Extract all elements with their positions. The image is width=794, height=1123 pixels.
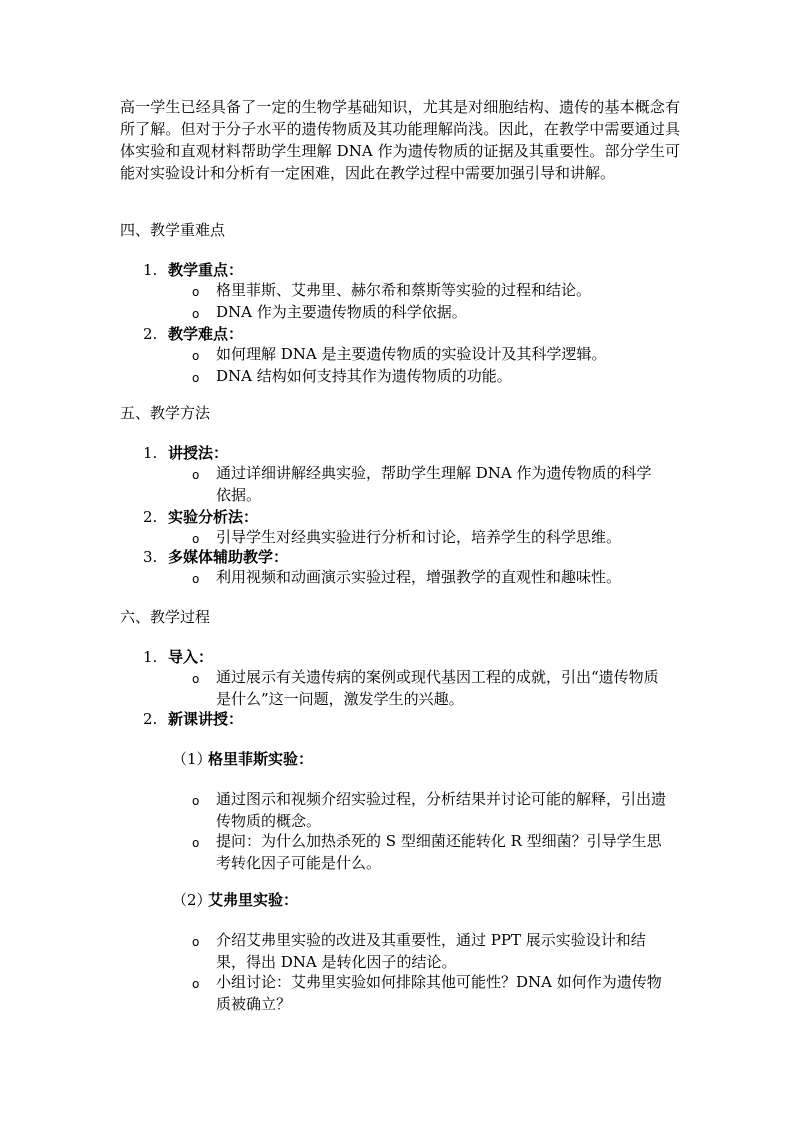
list-label: 讲授法： xyxy=(168,444,229,462)
circle-bullet-icon: o xyxy=(192,371,200,385)
sub-number: （2） xyxy=(172,891,212,909)
circle-bullet-icon: o xyxy=(192,468,200,482)
section-heading-5: 五、教学方法 xyxy=(120,404,211,422)
circle-bullet-icon: o xyxy=(192,935,200,949)
list-number: 3. xyxy=(143,548,158,566)
list-item: 介绍艾弗里实验的改进及其重要性，通过 PPT 展示实验设计和结果，得出 DNA 是转化因子的结论。 xyxy=(216,931,646,971)
list-label: 导入： xyxy=(168,648,214,666)
sub-label: 格里菲斯实验： xyxy=(208,750,314,768)
list-item: DNA 作为主要遗传物质的科学依据。 xyxy=(216,303,467,321)
list-label: 新课讲授： xyxy=(168,710,244,728)
sub-number: （1） xyxy=(172,750,212,768)
list-number: 2. xyxy=(143,710,158,728)
section-heading-6: 六、教学过程 xyxy=(120,608,211,626)
section-heading-4: 四、教学重难点 xyxy=(120,221,226,239)
circle-bullet-icon: o xyxy=(192,794,200,808)
intro-paragraph: 高一学生已经具备了一定的生物学基础知识，尤其是对细胞结构、遗传的基本概念有所了解。但对于分子水平的遗传物质及其功能理解尚浅。因此，在教学中需要通过具体实验和直观材料帮助学生理解 DNA 作为遗传物质的证据及其重要性。部分学生可能对实验设计和分析有一定困难，因此在教学过程中需要加强引导和讲解。 xyxy=(120,98,680,182)
list-item: 引导学生对经典实验进行分析和讨论，培养学生的科学思维。 xyxy=(216,528,622,546)
circle-bullet-icon: o xyxy=(192,572,200,586)
circle-bullet-icon: o xyxy=(192,672,200,686)
list-item: 通过详细讲解经典实验，帮助学生理解 DNA 作为遗传物质的科学依据。 xyxy=(216,464,652,504)
list-label: 教学难点： xyxy=(168,325,244,343)
list-item: 如何理解 DNA 是主要遗传物质的实验设计及其科学逻辑。 xyxy=(216,345,607,363)
list-item: 通过展示有关遗传病的案例或现代基因工程的成就，引出“遗传物质是什么”这一问题，激发学生的兴趣。 xyxy=(216,668,659,708)
list-item: 通过图示和视频介绍实验过程，分析结果并讨论可能的解释，引出遗传物质的概念。 xyxy=(216,790,667,830)
list-number: 1. xyxy=(143,261,158,279)
list-item: 利用视频和动画演示实验过程，增强教学的直观性和趣味性。 xyxy=(216,568,622,586)
list-number: 2. xyxy=(143,508,158,526)
circle-bullet-icon: o xyxy=(192,977,200,991)
circle-bullet-icon: o xyxy=(192,349,200,363)
circle-bullet-icon: o xyxy=(192,532,200,546)
list-label: 多媒体辅助教学： xyxy=(168,548,289,566)
list-item: 格里菲斯、艾弗里、赫尔希和蔡斯等实验的过程和结论。 xyxy=(216,281,592,299)
list-number: 2. xyxy=(143,325,158,343)
list-item: 提问：为什么加热杀死的 S 型细菌还能转化 R 型细菌？引导学生思考转化因子可能是什么。 xyxy=(216,832,662,872)
list-item: 小组讨论：艾弗里实验如何排除其他可能性？DNA 如何作为遗传物质被确立？ xyxy=(216,973,662,1013)
list-item: DNA 结构如何支持其作为遗传物质的功能。 xyxy=(216,367,512,385)
circle-bullet-icon: o xyxy=(192,285,200,299)
list-label: 实验分析法： xyxy=(168,508,259,526)
sub-label: 艾弗里实验： xyxy=(208,891,299,909)
circle-bullet-icon: o xyxy=(192,836,200,850)
list-number: 1. xyxy=(143,648,158,666)
circle-bullet-icon: o xyxy=(192,307,200,321)
list-label: 教学重点： xyxy=(168,261,244,279)
list-number: 1. xyxy=(143,444,158,462)
